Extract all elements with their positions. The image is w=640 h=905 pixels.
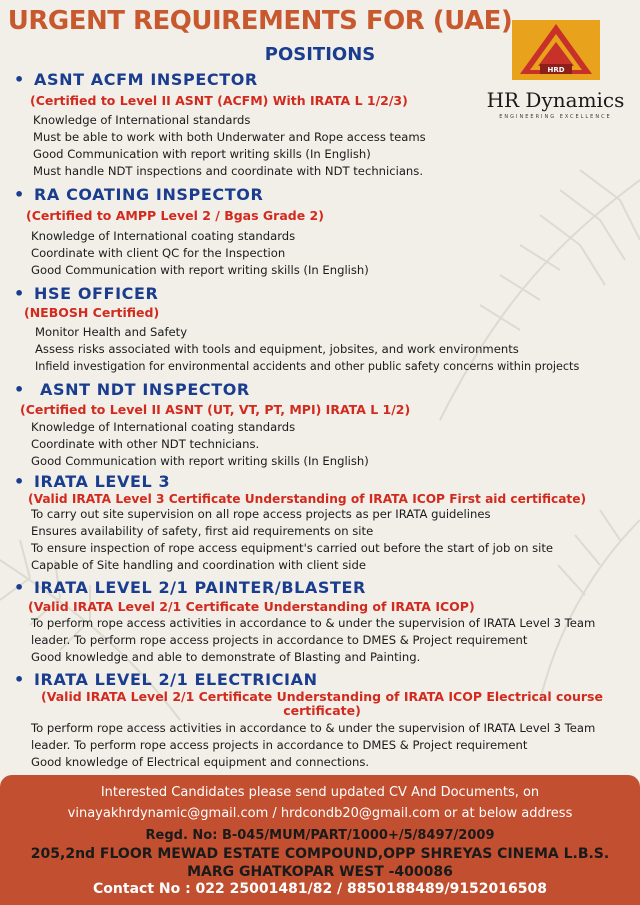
position-certification: (Valid IRATA Level 2/1 Certificate Understanding of IRATA ICOP Electrical course certificate): [41, 689, 603, 718]
position-certification: (Certified to Level II ASNT (UT, VT, PT, MPI) IRATA L 1/2): [20, 402, 411, 417]
logo-text: HRD: [547, 66, 565, 74]
position-title: • ASNT ACFM INSPECTOR: [14, 70, 258, 89]
position-asnt-acfm-inspector: [0, 70, 640, 180]
duty-item: Capable of Site handling and coordination with client side: [31, 558, 366, 572]
company-tagline: ENGINEERING EXCELLENCE: [499, 114, 612, 120]
duty-item: Must be able to work with both Underwater and Rope access teams: [33, 130, 426, 144]
duty-item: Ensures availability of safety, first aid requirements on site: [31, 524, 374, 538]
duty-item: Coordinate with client QC for the Inspection: [31, 246, 286, 260]
position-certification: (Valid IRATA Level 3 Certificate Understanding of IRATA ICOP First aid certificate): [28, 492, 587, 506]
position-ra-coating-inspector: [0, 185, 640, 279]
registration-number: Regd. No: B-045/MUM/PART/1000+/5/8497/2009: [145, 828, 495, 843]
position-asnt-ndt-inspector: [0, 380, 640, 470]
duty-item: Knowledge of International coating standards: [31, 229, 296, 243]
footer-emails: vinayakhrdynamic@gmail.com / hrdcondb20@gmail.com or at below address: [67, 806, 573, 821]
position-title: • HSE OFFICER: [14, 284, 159, 303]
contact-footer: [0, 775, 640, 905]
page-title: URGENT REQUIREMENTS FOR (UAE): [7, 6, 513, 36]
duty-item: Monitor Health and Safety: [35, 325, 188, 339]
duty-item: Good Communication with report writing skills (In English): [31, 454, 369, 468]
duty-item: To carry out site supervision on all rope access projects as per IRATA guidelines: [31, 507, 491, 521]
duty-item: To perform rope access activities in accordance to & under the supervision of IRATA Level 3 Team leader. To perform rope access projects in accordance to DMES & Project requirement: [31, 616, 596, 647]
position-certification: (Valid IRATA Level 2/1 Certificate Understanding of IRATA ICOP): [28, 599, 475, 614]
position-title: • RA COATING INSPECTOR: [14, 185, 264, 204]
company-name: HR Dynamics: [486, 88, 625, 112]
address: 205,2nd FLOOR MEWAD ESTATE COMPOUND,OPP SHREYAS CINEMA L.B.S. MARG GHATKOPAR WEST -400086: [30, 846, 610, 880]
duty-item: Must handle NDT inspections and coordinate with NDT technicians.: [33, 164, 424, 178]
duty-item: To ensure inspection of rope access equipment's carried out before the start of job on site: [31, 541, 554, 555]
position-title: • IRATA LEVEL 3: [14, 472, 171, 491]
position-irata-level-3: [0, 472, 640, 574]
contact-numbers: Contact No : 022 25001481/82 / 8850188489/9152016508: [93, 881, 547, 897]
position-irata-electrician: [0, 670, 640, 771]
position-title: • IRATA LEVEL 2/1 ELECTRICIAN: [14, 670, 318, 689]
duty-item: Knowledge of International standards: [33, 113, 251, 127]
duty-item: Good knowledge of Electrical equipment and connections.: [31, 755, 370, 769]
duty-item: Good Communication with report writing skills (In English): [31, 263, 369, 277]
position-irata-painter-blaster: [0, 578, 640, 666]
position-title: • IRATA LEVEL 2/1 PAINTER/BLASTER: [14, 578, 366, 597]
duty-item: Infield investigation for environmental accidents and other public safety concerns within projects: [35, 360, 580, 373]
position-certification: (Certified to AMPP Level 2 / Bgas Grade 2): [26, 208, 324, 223]
position-hse-officer: [0, 284, 640, 375]
duty-item: Assess risks associated with tools and equipment, jobsites, and work environments: [35, 342, 519, 356]
duty-item: Good knowledge and able to demonstrate of Blasting and Painting.: [31, 650, 421, 664]
position-certification: (NEBOSH Certified): [24, 305, 160, 320]
position-certification: (Certified to Level II ASNT (ACFM) With IRATA L 1/2/3): [30, 93, 408, 108]
duty-item: Good Communication with report writing skills (In English): [33, 147, 371, 161]
positions-heading: POSITIONS: [264, 44, 376, 65]
duty-item: Coordinate with other NDT technicians.: [31, 437, 260, 451]
duty-item: Knowledge of International coating standards: [31, 420, 296, 434]
footer-instruction: Interested Candidates please send updated CV And Documents, on: [100, 785, 540, 800]
position-title: • ASNT NDT INSPECTOR: [14, 380, 250, 399]
duty-item: To perform rope access activities in accordance to & under the supervision of IRATA Level 3 Team leader. To perform rope access projects in accordance to DMES & Project requirement: [31, 721, 596, 752]
